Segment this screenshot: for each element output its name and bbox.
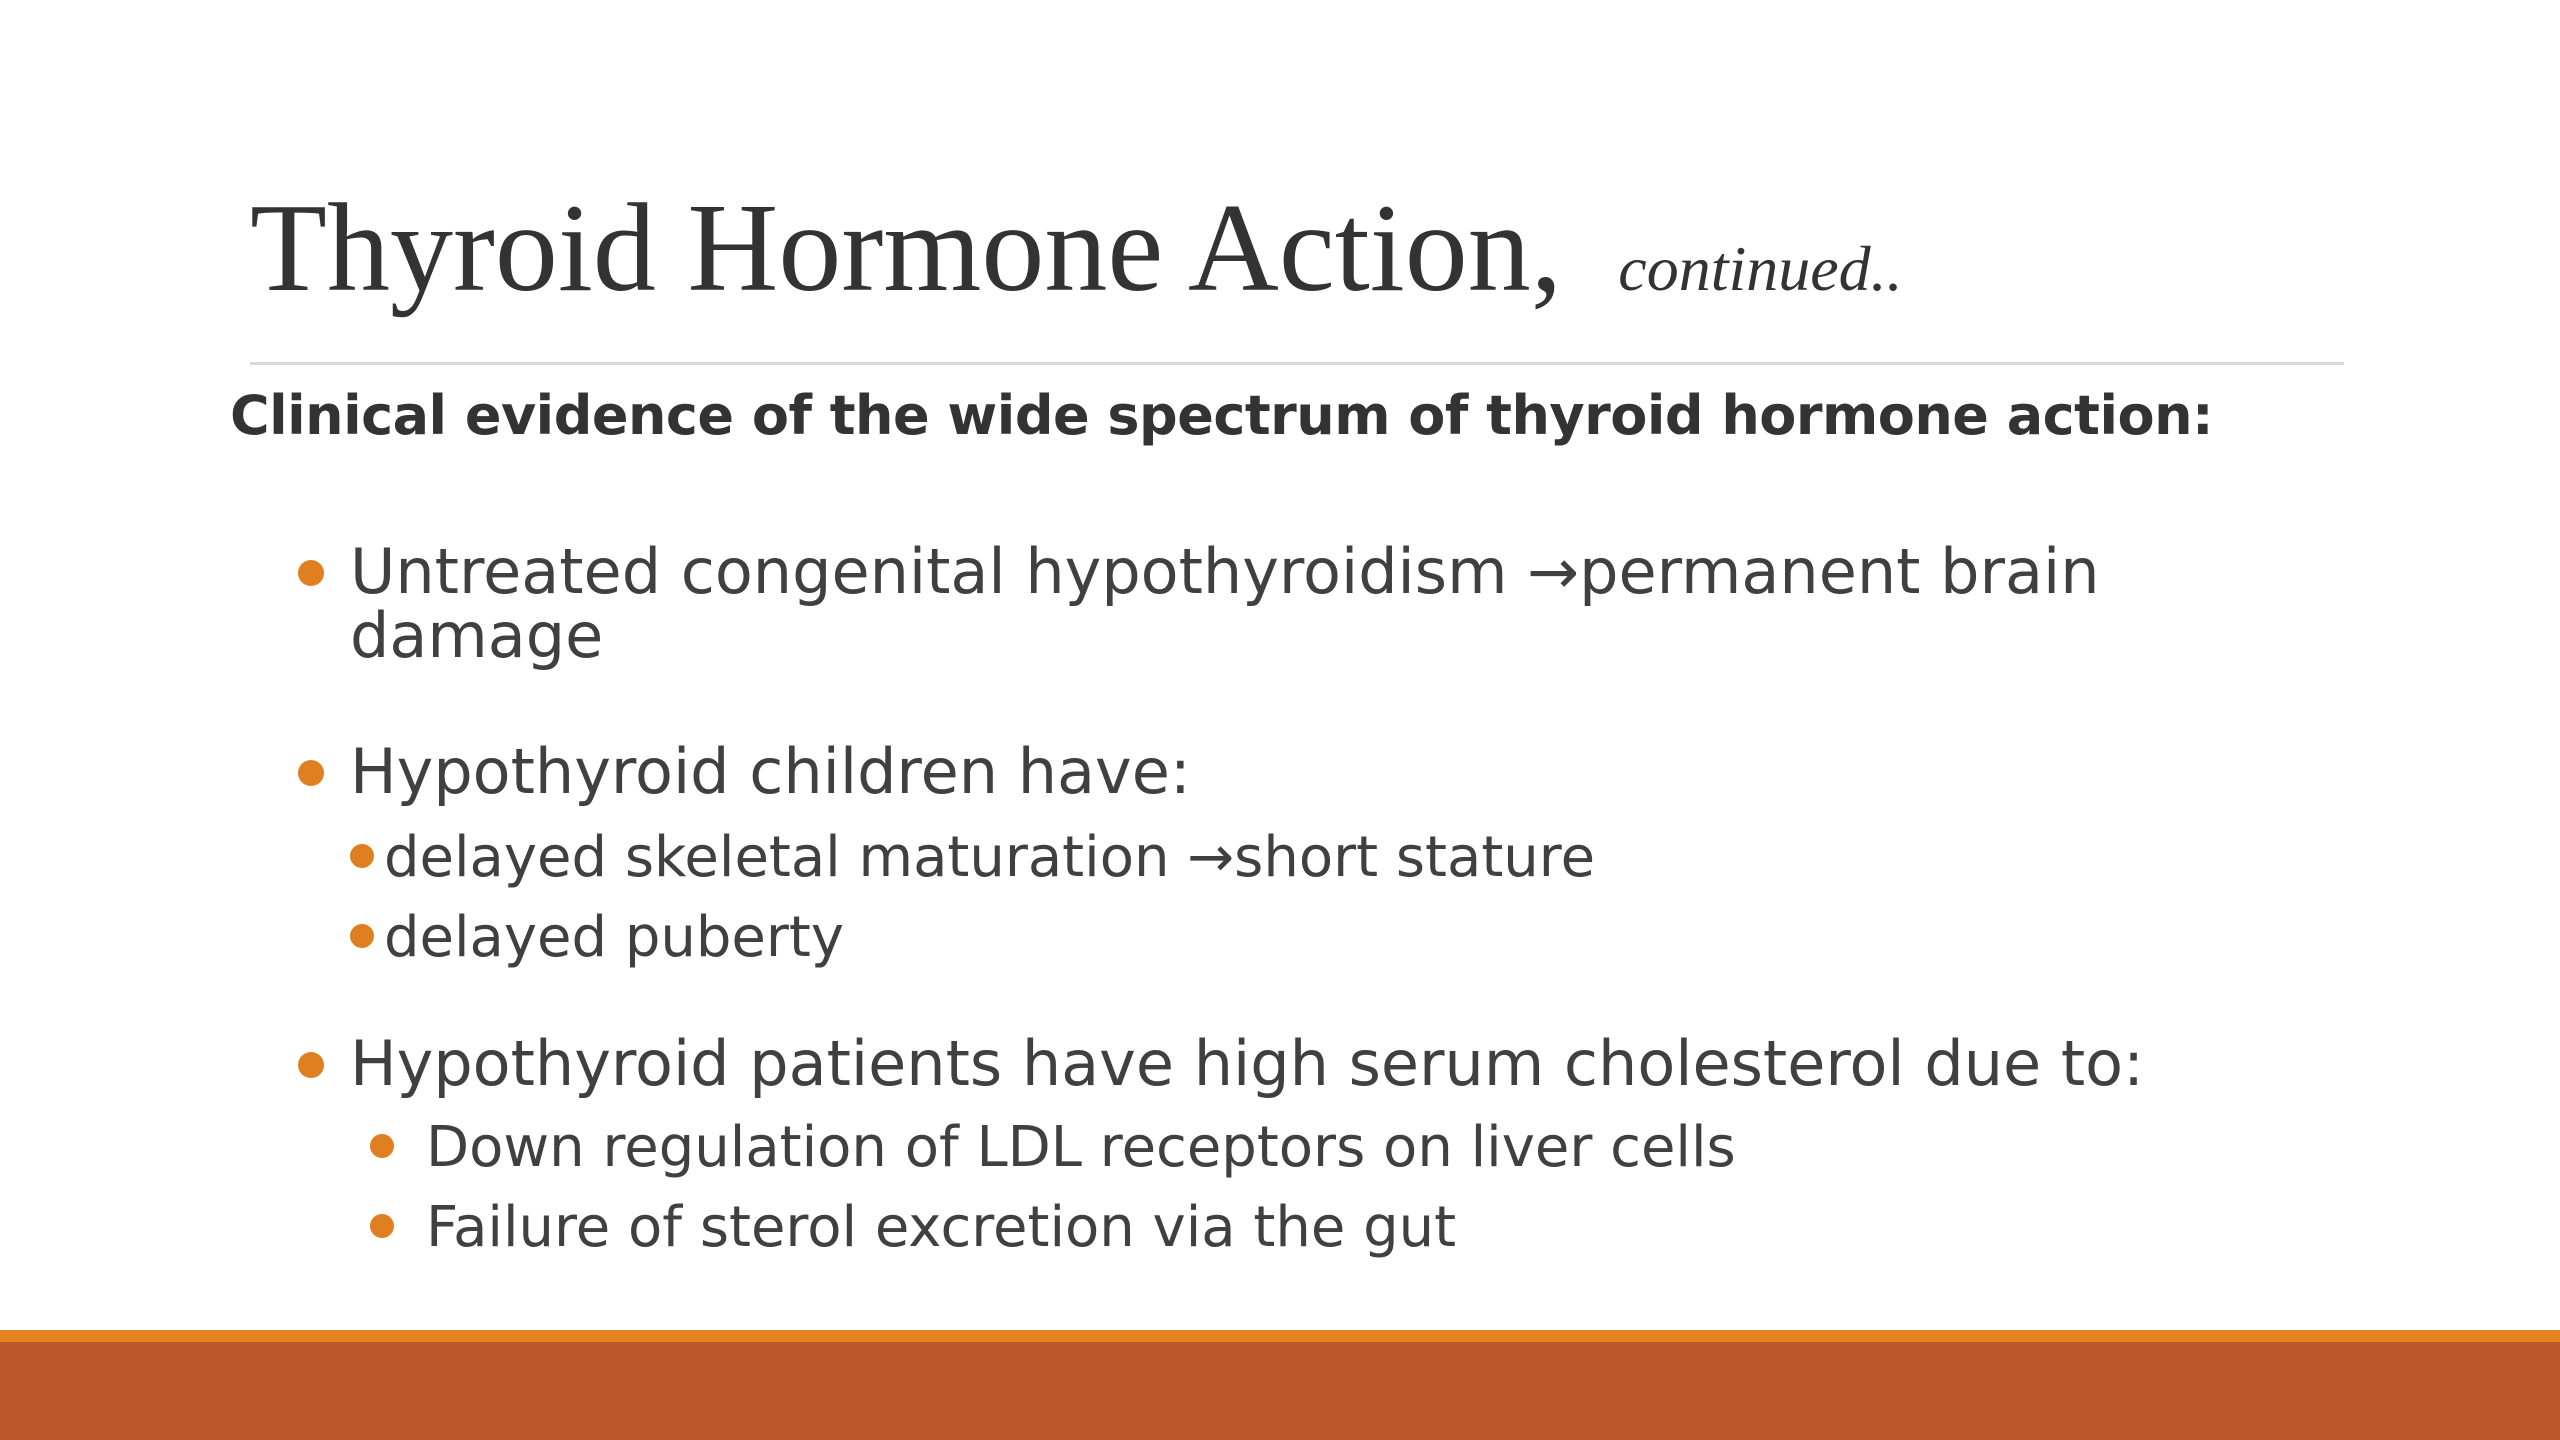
bullet-dot-icon	[298, 760, 324, 786]
bullet-text: Hypothyroid children have:	[350, 735, 1191, 808]
sub-bullet-item	[384, 825, 1596, 890]
bullet-item	[350, 1027, 2250, 1100]
bullet-dot-icon	[370, 1134, 394, 1158]
sub-bullet-text: delayed skeletal maturation →short stature	[384, 825, 1596, 890]
bullet-item	[350, 535, 2250, 672]
sub-bullet-item	[384, 905, 844, 970]
sub-bullet-item	[426, 1195, 1457, 1260]
bullet-dot-icon	[298, 560, 324, 586]
title-divider	[250, 362, 2344, 365]
title-suffix: continued..	[1618, 233, 1903, 304]
bullet-text: Hypothyroid patients have high serum cholesterol due to:	[350, 1027, 2145, 1100]
bullet-item	[350, 735, 2250, 808]
sub-bullet-item	[426, 1115, 1736, 1180]
footer-bar	[0, 1342, 2560, 1440]
sub-bullet-text: delayed puberty	[384, 905, 844, 970]
bullet-dot-icon	[370, 1214, 394, 1238]
bullet-dot-icon	[350, 924, 374, 948]
slide-subtitle: Clinical evidence of the wide spectrum of thyroid hormone action:	[230, 384, 2214, 447]
footer-accent-bar	[0, 1330, 2560, 1342]
sub-bullet-text: Down regulation of LDL receptors on liver cells	[426, 1115, 1736, 1180]
bullet-dot-icon	[298, 1052, 324, 1078]
bullet-text: Untreated congenital hypothyroidism →permanent brain damage	[350, 535, 2100, 672]
sub-bullet-text: Failure of sterol excretion via the gut	[426, 1195, 1457, 1260]
slide-title	[250, 179, 1903, 318]
bullet-dot-icon	[350, 844, 374, 868]
title-text: Thyroid Hormone Action,	[250, 179, 1563, 318]
